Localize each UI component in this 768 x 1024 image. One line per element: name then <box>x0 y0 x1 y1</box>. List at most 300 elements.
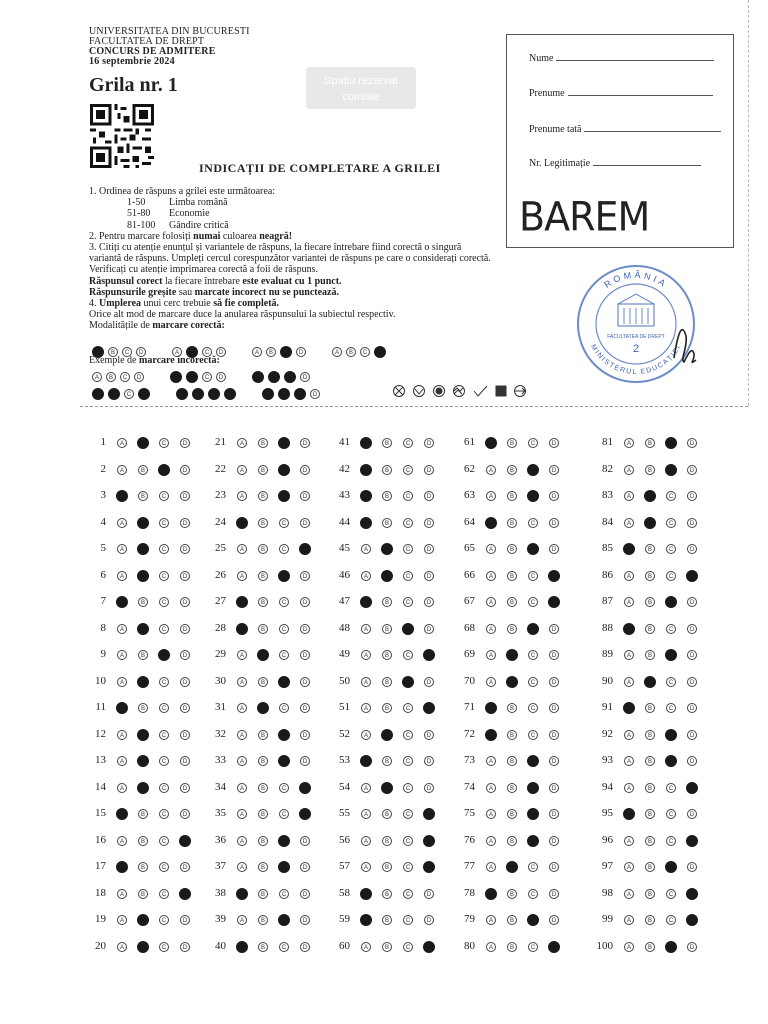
answer-bubble-1-a[interactable]: A <box>117 438 127 448</box>
answer-bubble-55-d[interactable] <box>423 808 435 820</box>
answer-bubble-73-d[interactable]: D <box>549 756 559 766</box>
answer-bubble-12-a[interactable]: A <box>117 730 127 740</box>
answer-bubble-54-d[interactable]: D <box>424 783 434 793</box>
answer-bubble-39-d[interactable]: D <box>300 915 310 925</box>
answer-bubble-92-c[interactable] <box>665 729 677 741</box>
answer-bubble-49-c[interactable]: C <box>403 650 413 660</box>
answer-bubble-42-c[interactable]: C <box>403 465 413 475</box>
answer-bubble-24-c[interactable]: C <box>279 518 289 528</box>
answer-bubble-63-a[interactable]: A <box>486 491 496 501</box>
answer-bubble-56-d[interactable] <box>423 835 435 847</box>
answer-bubble-4-b[interactable] <box>137 517 149 529</box>
answer-bubble-51-d[interactable] <box>423 702 435 714</box>
answer-bubble-58-b[interactable]: B <box>382 889 392 899</box>
answer-bubble-94-b[interactable]: B <box>645 783 655 793</box>
answer-bubble-64-a[interactable] <box>485 517 497 529</box>
answer-bubble-94-a[interactable]: A <box>624 783 634 793</box>
answer-bubble-55-b[interactable]: B <box>382 809 392 819</box>
answer-bubble-38-c[interactable]: C <box>279 889 289 899</box>
answer-bubble-89-a[interactable]: A <box>624 650 634 660</box>
answer-bubble-7-a[interactable] <box>116 596 128 608</box>
answer-bubble-15-a[interactable] <box>116 808 128 820</box>
answer-bubble-15-b[interactable]: B <box>138 809 148 819</box>
answer-bubble-41-c[interactable]: C <box>403 438 413 448</box>
answer-bubble-22-a[interactable]: A <box>237 465 247 475</box>
answer-bubble-50-a[interactable]: A <box>361 677 371 687</box>
answer-bubble-6-b[interactable] <box>137 570 149 582</box>
answer-bubble-19-b[interactable] <box>137 914 149 926</box>
answer-bubble-40-c[interactable]: C <box>279 942 289 952</box>
answer-bubble-51-c[interactable]: C <box>403 703 413 713</box>
answer-bubble-45-b[interactable] <box>381 543 393 555</box>
answer-bubble-84-c[interactable]: C <box>666 518 676 528</box>
answer-bubble-68-b[interactable]: B <box>507 624 517 634</box>
answer-bubble-44-d[interactable]: D <box>424 518 434 528</box>
answer-bubble-99-b[interactable]: B <box>645 915 655 925</box>
answer-bubble-9-b[interactable]: B <box>138 650 148 660</box>
answer-bubble-67-d[interactable] <box>548 596 560 608</box>
answer-bubble-73-c[interactable] <box>527 755 539 767</box>
answer-bubble-93-c[interactable] <box>665 755 677 767</box>
answer-bubble-40-d[interactable]: D <box>300 942 310 952</box>
answer-bubble-72-c[interactable]: C <box>528 730 538 740</box>
answer-bubble-11-b[interactable]: B <box>138 703 148 713</box>
answer-bubble-32-b[interactable]: B <box>258 730 268 740</box>
answer-bubble-55-c[interactable]: C <box>403 809 413 819</box>
answer-bubble-47-a[interactable] <box>360 596 372 608</box>
answer-bubble-14-d[interactable]: D <box>180 783 190 793</box>
answer-bubble-100-c[interactable] <box>665 941 677 953</box>
answer-bubble-61-d[interactable]: D <box>549 438 559 448</box>
answer-bubble-78-d[interactable]: D <box>549 889 559 899</box>
answer-bubble-69-c[interactable]: C <box>528 650 538 660</box>
answer-bubble-8-b[interactable] <box>137 623 149 635</box>
answer-bubble-81-b[interactable]: B <box>645 438 655 448</box>
answer-bubble-60-c[interactable]: C <box>403 942 413 952</box>
answer-bubble-89-b[interactable]: B <box>645 650 655 660</box>
answer-bubble-68-c[interactable] <box>527 623 539 635</box>
answer-bubble-60-d[interactable] <box>423 941 435 953</box>
answer-bubble-43-c[interactable]: C <box>403 491 413 501</box>
answer-bubble-51-b[interactable]: B <box>382 703 392 713</box>
answer-bubble-38-d[interactable]: D <box>300 889 310 899</box>
answer-bubble-21-b[interactable]: B <box>258 438 268 448</box>
answer-bubble-57-d[interactable] <box>423 861 435 873</box>
answer-bubble-4-c[interactable]: C <box>159 518 169 528</box>
answer-bubble-85-c[interactable]: C <box>666 544 676 554</box>
answer-bubble-39-a[interactable]: A <box>237 915 247 925</box>
answer-bubble-47-b[interactable]: B <box>382 597 392 607</box>
answer-bubble-24-d[interactable]: D <box>300 518 310 528</box>
answer-bubble-56-b[interactable]: B <box>382 836 392 846</box>
answer-bubble-31-c[interactable]: C <box>279 703 289 713</box>
answer-bubble-19-a[interactable]: A <box>117 915 127 925</box>
answer-bubble-56-a[interactable]: A <box>361 836 371 846</box>
answer-bubble-40-a[interactable] <box>236 941 248 953</box>
answer-bubble-93-b[interactable]: B <box>645 756 655 766</box>
answer-bubble-66-d[interactable] <box>548 570 560 582</box>
answer-bubble-79-b[interactable]: B <box>507 915 517 925</box>
answer-bubble-26-c[interactable] <box>278 570 290 582</box>
answer-bubble-15-d[interactable]: D <box>180 809 190 819</box>
answer-bubble-50-b[interactable]: B <box>382 677 392 687</box>
answer-bubble-26-a[interactable]: A <box>237 571 247 581</box>
answer-bubble-11-d[interactable]: D <box>180 703 190 713</box>
answer-bubble-39-b[interactable]: B <box>258 915 268 925</box>
answer-bubble-20-d[interactable]: D <box>180 942 190 952</box>
nume-field[interactable] <box>556 52 714 61</box>
answer-bubble-13-c[interactable]: C <box>159 756 169 766</box>
answer-bubble-35-c[interactable]: C <box>279 809 289 819</box>
answer-bubble-57-a[interactable]: A <box>361 862 371 872</box>
answer-bubble-14-a[interactable]: A <box>117 783 127 793</box>
answer-bubble-58-d[interactable]: D <box>424 889 434 899</box>
answer-bubble-57-c[interactable]: C <box>403 862 413 872</box>
answer-bubble-96-c[interactable]: C <box>666 836 676 846</box>
answer-bubble-32-c[interactable] <box>278 729 290 741</box>
answer-bubble-90-a[interactable]: A <box>624 677 634 687</box>
answer-bubble-7-b[interactable]: B <box>138 597 148 607</box>
answer-bubble-82-d[interactable]: D <box>687 465 697 475</box>
answer-bubble-24-a[interactable] <box>236 517 248 529</box>
answer-bubble-61-a[interactable] <box>485 437 497 449</box>
answer-bubble-46-c[interactable]: C <box>403 571 413 581</box>
answer-bubble-20-b[interactable] <box>137 941 149 953</box>
answer-bubble-60-a[interactable]: A <box>361 942 371 952</box>
answer-bubble-52-a[interactable]: A <box>361 730 371 740</box>
answer-bubble-71-b[interactable]: B <box>507 703 517 713</box>
answer-bubble-63-b[interactable]: B <box>507 491 517 501</box>
answer-bubble-10-b[interactable] <box>137 676 149 688</box>
answer-bubble-35-d[interactable] <box>299 808 311 820</box>
answer-bubble-37-c[interactable] <box>278 861 290 873</box>
answer-bubble-34-b[interactable]: B <box>258 783 268 793</box>
answer-bubble-62-c[interactable] <box>527 464 539 476</box>
answer-bubble-23-b[interactable]: B <box>258 491 268 501</box>
answer-bubble-80-a[interactable]: A <box>486 942 496 952</box>
answer-bubble-66-b[interactable]: B <box>507 571 517 581</box>
answer-bubble-89-c[interactable] <box>665 649 677 661</box>
answer-bubble-17-c[interactable]: C <box>159 862 169 872</box>
answer-bubble-54-b[interactable] <box>381 782 393 794</box>
answer-bubble-48-c[interactable] <box>402 623 414 635</box>
answer-bubble-23-a[interactable]: A <box>237 491 247 501</box>
answer-bubble-46-b[interactable] <box>381 570 393 582</box>
answer-bubble-24-b[interactable]: B <box>258 518 268 528</box>
answer-bubble-12-b[interactable] <box>137 729 149 741</box>
answer-bubble-54-c[interactable]: C <box>403 783 413 793</box>
answer-bubble-99-a[interactable]: A <box>624 915 634 925</box>
answer-bubble-65-b[interactable]: B <box>507 544 517 554</box>
answer-bubble-64-c[interactable]: C <box>528 518 538 528</box>
answer-bubble-77-d[interactable]: D <box>549 862 559 872</box>
answer-bubble-8-c[interactable]: C <box>159 624 169 634</box>
answer-bubble-46-a[interactable]: A <box>361 571 371 581</box>
answer-bubble-29-c[interactable]: C <box>279 650 289 660</box>
answer-bubble-20-a[interactable]: A <box>117 942 127 952</box>
answer-bubble-88-c[interactable]: C <box>666 624 676 634</box>
answer-bubble-13-a[interactable]: A <box>117 756 127 766</box>
answer-bubble-88-a[interactable] <box>623 623 635 635</box>
answer-bubble-19-d[interactable]: D <box>180 915 190 925</box>
answer-bubble-50-d[interactable]: D <box>424 677 434 687</box>
answer-bubble-10-d[interactable]: D <box>180 677 190 687</box>
answer-bubble-30-c[interactable] <box>278 676 290 688</box>
legitimatie-field[interactable] <box>593 157 701 166</box>
answer-bubble-58-a[interactable] <box>360 888 372 900</box>
answer-bubble-53-c[interactable]: C <box>403 756 413 766</box>
answer-bubble-6-a[interactable]: A <box>117 571 127 581</box>
answer-bubble-14-b[interactable] <box>137 782 149 794</box>
answer-bubble-76-b[interactable]: B <box>507 836 517 846</box>
answer-bubble-43-b[interactable]: B <box>382 491 392 501</box>
answer-bubble-52-c[interactable]: C <box>403 730 413 740</box>
answer-bubble-8-d[interactable]: D <box>180 624 190 634</box>
answer-bubble-71-d[interactable]: D <box>549 703 559 713</box>
answer-bubble-61-c[interactable]: C <box>528 438 538 448</box>
answer-bubble-26-b[interactable]: B <box>258 571 268 581</box>
answer-bubble-53-a[interactable] <box>360 755 372 767</box>
answer-bubble-37-b[interactable]: B <box>258 862 268 872</box>
answer-bubble-37-a[interactable]: A <box>237 862 247 872</box>
answer-bubble-85-b[interactable]: B <box>645 544 655 554</box>
answer-bubble-66-c[interactable]: C <box>528 571 538 581</box>
answer-bubble-91-c[interactable]: C <box>666 703 676 713</box>
answer-bubble-17-a[interactable] <box>116 861 128 873</box>
answer-bubble-13-d[interactable]: D <box>180 756 190 766</box>
answer-bubble-68-a[interactable]: A <box>486 624 496 634</box>
answer-bubble-45-a[interactable]: A <box>361 544 371 554</box>
answer-bubble-34-d[interactable] <box>299 782 311 794</box>
answer-bubble-54-a[interactable]: A <box>361 783 371 793</box>
answer-bubble-71-a[interactable] <box>485 702 497 714</box>
answer-bubble-69-b[interactable] <box>506 649 518 661</box>
answer-bubble-59-c[interactable]: C <box>403 915 413 925</box>
answer-bubble-19-c[interactable]: C <box>159 915 169 925</box>
answer-bubble-5-c[interactable]: C <box>159 544 169 554</box>
answer-bubble-82-b[interactable]: B <box>645 465 655 475</box>
answer-bubble-74-b[interactable]: B <box>507 783 517 793</box>
answer-bubble-53-b[interactable]: B <box>382 756 392 766</box>
answer-bubble-22-b[interactable]: B <box>258 465 268 475</box>
answer-bubble-45-d[interactable]: D <box>424 544 434 554</box>
answer-bubble-22-d[interactable]: D <box>300 465 310 475</box>
answer-bubble-49-b[interactable]: B <box>382 650 392 660</box>
answer-bubble-28-c[interactable]: C <box>279 624 289 634</box>
answer-bubble-74-c[interactable] <box>527 782 539 794</box>
answer-bubble-99-c[interactable]: C <box>666 915 676 925</box>
answer-bubble-10-c[interactable]: C <box>159 677 169 687</box>
answer-bubble-62-b[interactable]: B <box>507 465 517 475</box>
answer-bubble-52-b[interactable] <box>381 729 393 741</box>
answer-bubble-13-b[interactable] <box>137 755 149 767</box>
answer-bubble-65-a[interactable]: A <box>486 544 496 554</box>
answer-bubble-33-a[interactable]: A <box>237 756 247 766</box>
answer-bubble-41-a[interactable] <box>360 437 372 449</box>
answer-bubble-31-b[interactable] <box>257 702 269 714</box>
answer-bubble-97-a[interactable]: A <box>624 862 634 872</box>
answer-bubble-92-b[interactable]: B <box>645 730 655 740</box>
answer-bubble-52-d[interactable]: D <box>424 730 434 740</box>
answer-bubble-69-a[interactable]: A <box>486 650 496 660</box>
answer-bubble-5-a[interactable]: A <box>117 544 127 554</box>
answer-bubble-83-d[interactable]: D <box>687 491 697 501</box>
answer-bubble-1-b[interactable] <box>137 437 149 449</box>
answer-bubble-71-c[interactable]: C <box>528 703 538 713</box>
answer-bubble-30-b[interactable]: B <box>258 677 268 687</box>
answer-bubble-94-c[interactable]: C <box>666 783 676 793</box>
answer-bubble-44-c[interactable]: C <box>403 518 413 528</box>
answer-bubble-95-b[interactable]: B <box>645 809 655 819</box>
answer-bubble-98-c[interactable]: C <box>666 889 676 899</box>
answer-bubble-9-c[interactable] <box>158 649 170 661</box>
answer-bubble-84-d[interactable]: D <box>687 518 697 528</box>
answer-bubble-47-d[interactable]: D <box>424 597 434 607</box>
answer-bubble-6-c[interactable]: C <box>159 571 169 581</box>
answer-bubble-16-c[interactable]: C <box>159 836 169 846</box>
answer-bubble-28-b[interactable]: B <box>258 624 268 634</box>
answer-bubble-90-c[interactable]: C <box>666 677 676 687</box>
answer-bubble-78-c[interactable]: C <box>528 889 538 899</box>
answer-bubble-56-c[interactable]: C <box>403 836 413 846</box>
answer-bubble-17-d[interactable]: D <box>180 862 190 872</box>
answer-bubble-83-b[interactable] <box>644 490 656 502</box>
answer-bubble-79-a[interactable]: A <box>486 915 496 925</box>
answer-bubble-26-d[interactable]: D <box>300 571 310 581</box>
answer-bubble-85-d[interactable]: D <box>687 544 697 554</box>
answer-bubble-33-d[interactable]: D <box>300 756 310 766</box>
answer-bubble-43-a[interactable] <box>360 490 372 502</box>
answer-bubble-36-c[interactable] <box>278 835 290 847</box>
answer-bubble-30-a[interactable]: A <box>237 677 247 687</box>
answer-bubble-67-b[interactable]: B <box>507 597 517 607</box>
answer-bubble-25-d[interactable] <box>299 543 311 555</box>
answer-bubble-83-c[interactable]: C <box>666 491 676 501</box>
answer-bubble-11-c[interactable]: C <box>159 703 169 713</box>
answer-bubble-77-a[interactable]: A <box>486 862 496 872</box>
answer-bubble-72-d[interactable]: D <box>549 730 559 740</box>
answer-bubble-86-b[interactable]: B <box>645 571 655 581</box>
answer-bubble-21-d[interactable]: D <box>300 438 310 448</box>
answer-bubble-61-b[interactable]: B <box>507 438 517 448</box>
answer-bubble-68-d[interactable]: D <box>549 624 559 634</box>
answer-bubble-33-c[interactable] <box>278 755 290 767</box>
prenume-field[interactable] <box>568 87 713 96</box>
answer-bubble-7-d[interactable]: D <box>180 597 190 607</box>
answer-bubble-18-b[interactable]: B <box>138 889 148 899</box>
answer-bubble-3-d[interactable]: D <box>180 491 190 501</box>
answer-bubble-27-d[interactable]: D <box>300 597 310 607</box>
answer-bubble-6-d[interactable]: D <box>180 571 190 581</box>
answer-bubble-35-b[interactable]: B <box>258 809 268 819</box>
answer-bubble-10-a[interactable]: A <box>117 677 127 687</box>
answer-bubble-70-d[interactable]: D <box>549 677 559 687</box>
answer-bubble-25-c[interactable]: C <box>279 544 289 554</box>
answer-bubble-44-b[interactable]: B <box>382 518 392 528</box>
answer-bubble-81-d[interactable]: D <box>687 438 697 448</box>
answer-bubble-75-b[interactable]: B <box>507 809 517 819</box>
answer-bubble-59-b[interactable]: B <box>382 915 392 925</box>
answer-bubble-63-d[interactable]: D <box>549 491 559 501</box>
answer-bubble-4-a[interactable]: A <box>117 518 127 528</box>
answer-bubble-67-a[interactable]: A <box>486 597 496 607</box>
answer-bubble-45-c[interactable]: C <box>403 544 413 554</box>
answer-bubble-16-b[interactable]: B <box>138 836 148 846</box>
answer-bubble-48-b[interactable]: B <box>382 624 392 634</box>
answer-bubble-27-c[interactable]: C <box>279 597 289 607</box>
answer-bubble-87-d[interactable]: D <box>687 597 697 607</box>
answer-bubble-12-c[interactable]: C <box>159 730 169 740</box>
answer-bubble-75-a[interactable]: A <box>486 809 496 819</box>
answer-bubble-97-b[interactable]: B <box>645 862 655 872</box>
answer-bubble-4-d[interactable]: D <box>180 518 190 528</box>
answer-bubble-76-a[interactable]: A <box>486 836 496 846</box>
answer-bubble-80-d[interactable] <box>548 941 560 953</box>
answer-bubble-95-d[interactable]: D <box>687 809 697 819</box>
answer-bubble-20-c[interactable]: C <box>159 942 169 952</box>
answer-bubble-16-d[interactable] <box>179 835 191 847</box>
answer-bubble-21-c[interactable] <box>278 437 290 449</box>
answer-bubble-95-a[interactable] <box>623 808 635 820</box>
answer-bubble-63-c[interactable] <box>527 490 539 502</box>
answer-bubble-97-d[interactable]: D <box>687 862 697 872</box>
answer-bubble-41-b[interactable]: B <box>382 438 392 448</box>
answer-bubble-21-a[interactable]: A <box>237 438 247 448</box>
answer-bubble-62-a[interactable]: A <box>486 465 496 475</box>
answer-bubble-32-a[interactable]: A <box>237 730 247 740</box>
answer-bubble-80-c[interactable]: C <box>528 942 538 952</box>
answer-bubble-41-d[interactable]: D <box>424 438 434 448</box>
answer-bubble-1-d[interactable]: D <box>180 438 190 448</box>
answer-bubble-2-d[interactable]: D <box>180 465 190 475</box>
answer-bubble-72-b[interactable]: B <box>507 730 517 740</box>
answer-bubble-29-b[interactable] <box>257 649 269 661</box>
answer-bubble-42-a[interactable] <box>360 464 372 476</box>
answer-bubble-100-d[interactable]: D <box>687 942 697 952</box>
answer-bubble-75-c[interactable] <box>527 808 539 820</box>
answer-bubble-50-c[interactable] <box>402 676 414 688</box>
answer-bubble-76-d[interactable]: D <box>549 836 559 846</box>
answer-bubble-98-b[interactable]: B <box>645 889 655 899</box>
answer-bubble-86-d[interactable] <box>686 570 698 582</box>
answer-bubble-65-c[interactable] <box>527 543 539 555</box>
answer-bubble-84-a[interactable]: A <box>624 518 634 528</box>
answer-bubble-87-c[interactable] <box>665 596 677 608</box>
answer-bubble-83-a[interactable]: A <box>624 491 634 501</box>
answer-bubble-92-a[interactable]: A <box>624 730 634 740</box>
answer-bubble-7-c[interactable]: C <box>159 597 169 607</box>
answer-bubble-51-a[interactable]: A <box>361 703 371 713</box>
answer-bubble-9-d[interactable]: D <box>180 650 190 660</box>
answer-bubble-77-c[interactable]: C <box>528 862 538 872</box>
answer-bubble-1-c[interactable]: C <box>159 438 169 448</box>
answer-bubble-36-b[interactable]: B <box>258 836 268 846</box>
answer-bubble-57-b[interactable]: B <box>382 862 392 872</box>
answer-bubble-87-a[interactable]: A <box>624 597 634 607</box>
answer-bubble-70-b[interactable] <box>506 676 518 688</box>
answer-bubble-99-d[interactable] <box>686 914 698 926</box>
answer-bubble-86-a[interactable]: A <box>624 571 634 581</box>
answer-bubble-22-c[interactable] <box>278 464 290 476</box>
answer-bubble-17-b[interactable]: B <box>138 862 148 872</box>
answer-bubble-9-a[interactable]: A <box>117 650 127 660</box>
answer-bubble-91-a[interactable] <box>623 702 635 714</box>
answer-bubble-44-a[interactable] <box>360 517 372 529</box>
answer-bubble-98-a[interactable]: A <box>624 889 634 899</box>
answer-bubble-92-d[interactable]: D <box>687 730 697 740</box>
answer-bubble-31-a[interactable]: A <box>237 703 247 713</box>
answer-bubble-33-b[interactable]: B <box>258 756 268 766</box>
